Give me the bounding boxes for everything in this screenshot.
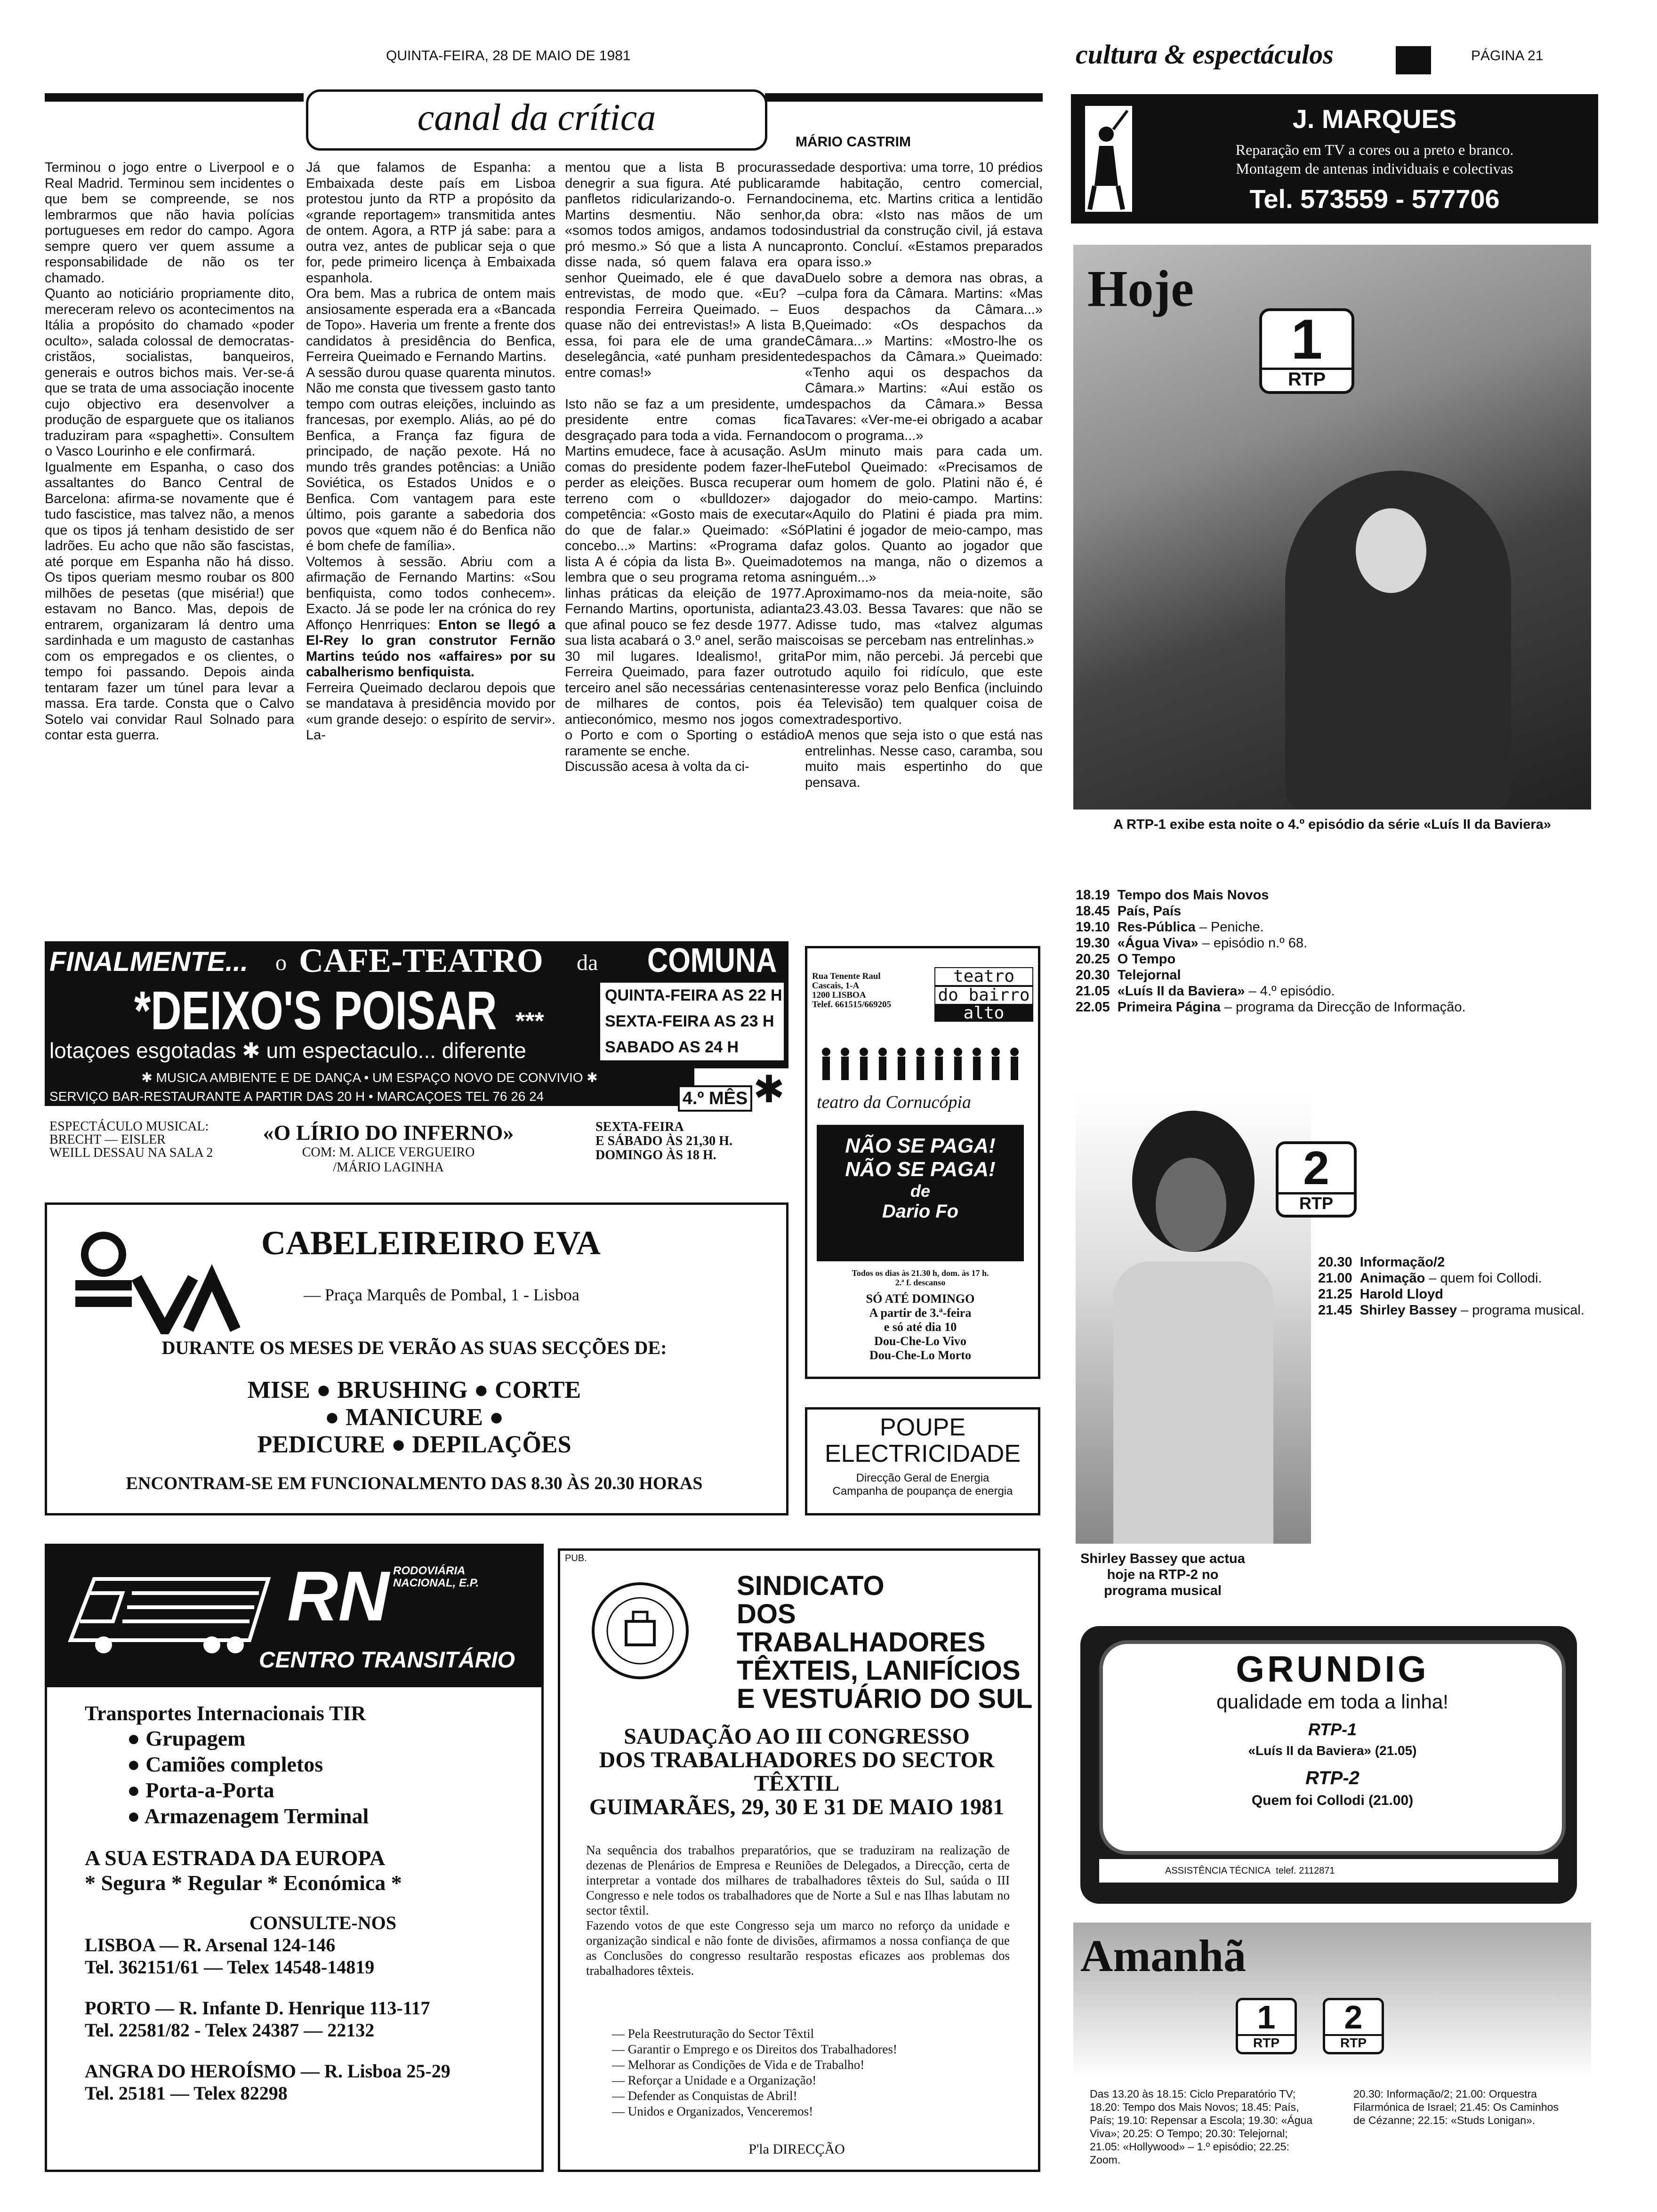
ad-grundig xyxy=(1080,1626,1577,1904)
grundig-rtp2-prog: Quem foi Collodi (21.00) xyxy=(1251,1793,1414,1808)
comuna-com: COM: M. ALICE VERGUEIRO xyxy=(302,1145,475,1160)
article-col-3: mentou que a lista B procurasse denegrir a sua figura. Até publicaram panfletos ridicularizando-o. Fernando Martins desmentiu. Não senhor, «somos todos amigos, andamos todos pró mesmo.» Só que a lista A nunca disse nada, só quem falava era o senhor Queimado, ele é que dava entrevistas, de modo que. «Eu? – respondia Ferreira Queimado. – Eu quase não dei entrevistas!» A lista B, essa, foi para ele de uma grande deselegância, «até punham presidente entre comas!» Isto não se faz a um presidente, um presidente entre comas fica desgraçado para toda a vida. Fernando Martins emudece, face à acusação. As comas do presidente podem fazer-lhe perder as eleições. Busca recuperar o terreno com o «bulldozer» da competência: «Gosto mais de executar do que de falar.» Queimado: «Só concebo...» Martins: «Programa da lista A é cópia da lista B». Queimado lembra que o seu programa retoma as linhas práticas da eleição de 1977. Fernando Martins, oportunista, adianta que afinal pouco se fez desde 1977. A sua lista acabará o 3.º anel, serão mais 30 mil lugares. Idealismo!, grita Ferreira Queimado, para fazer outro terceiro anel são necessárias centenas de milhares de contos, pois é antieconómico, mesmo nos jogos com o Porto e com o Sporting o estádio raramente se enche. Discussão acesa à volta da ci- xyxy=(565,160,805,774)
bairro-play-box xyxy=(817,1125,1024,1261)
bairro-logo-2: do bairro xyxy=(934,986,1033,1005)
article-col-2-bold: Enton se llegó a El-Rey lo gran construtor Fernão Martins teúdo nos «affaires» por su cabalherismo benfiquista. xyxy=(306,617,555,680)
comuna-lirio-block xyxy=(242,1120,534,1175)
grundig-brand: GRUNDIG xyxy=(1236,1648,1429,1690)
rn-porto-2: Tel. 22581/82 - Telex 24387 — 22132 xyxy=(85,2020,375,2041)
schedule-row: 20.30 Informação/2 xyxy=(1318,1255,1445,1270)
eva-services xyxy=(47,1377,781,1459)
bairro-so-5: Dou-Che-Lo Morto xyxy=(869,1348,971,1362)
sind-saudacao-3: TÊXTIL xyxy=(754,1771,840,1796)
comuna-schedule-box xyxy=(600,983,784,1060)
header-date: QUINTA-FEIRA, 28 DE MAIO DE 1981 xyxy=(386,48,631,64)
comuna-musical-1: ESPECTÁCULO MUSICAL: xyxy=(49,1119,209,1134)
grundig-rtp2: RTP-2 xyxy=(1305,1768,1359,1788)
grundig-assist: ASSISTÊNCIA TÉCNICA xyxy=(1165,1866,1271,1876)
section-badge xyxy=(1396,46,1431,74)
article-col-2-b: Ferreira Queimado declarou depois que se mandatava à presidência movido por «um grande desejo: o espírito de servir». La- xyxy=(306,680,555,743)
article-col-4: dade desportiva: uma torre, 10 prédios de habitação, centro comercial, cinema, etc. Martins critica a lentidão da obra: «Isto nas mãos de um industrial da construção civil, já estava pronto. Concluí. «Estamos preparados para isso.» Duelo sobre a demora nas obras, a culpa fora da Câmara. Martins: «Mas os despachos da Câmara...» Queimado: «Os despachos da Câmara...» Martins: «Mostro-lhe os despachos da Câmara.» Queimado: «Tenho aqui os despachos da Câmara.» Martins: «Aui estão os despachos da Câmara.» Bessa Tavares: «Ver-me-ei obrigado a acabar com o programa...» Um minuto mais para cada um. Futebol Queimado: «Precisamos de um homem de golo. Platini não é, é jogador do meio-campo. Martins: «Aquilo do Platini é piada pra mim. Platini é jogador de meio-campo, mas faz golos. Quanto ao jogador que temos na manga, não o dizemos a ninguém...» Aproximamo-nos da meia-noite, são 23.43.03. Bessa Tavares: que não se disse tudo, mas «talvez algumas coisas se percebam nas entrelinhas.» Por mim, não percebi. Já percebi que tudo aquilo foi ridículo, que este interesse voraz pelo Benfica (incluindo a Televisão) tem qualquer coisa de extradesportivo. A menos que seja isto o que está nas entrelinhas. Nesse caso, caramba, sou muito mais espertinho do que pensava. xyxy=(805,160,1043,790)
eva-logo-icon xyxy=(66,1226,240,1334)
schedule-row: 21.45 Shirley Bassey – programa musical. xyxy=(1318,1303,1585,1318)
sind-title-5: E VESTUÁRIO DO SUL xyxy=(737,1683,1033,1714)
schedule-row: 20.25 O Tempo xyxy=(1076,952,1176,967)
comuna-sexta2: E SÁBADO ÀS 21,30 H. xyxy=(595,1134,732,1148)
sind-slogan: — Defender as Conquistas de Abril! xyxy=(612,2089,797,2103)
bairro-so-2: A partir de 3.ª-feira xyxy=(869,1306,972,1320)
rtp2-caption: Shirley Bassey que actua hoje na RTP-2 no programa musical xyxy=(1080,1551,1245,1598)
rn-item: ● Grupagem xyxy=(127,1726,246,1750)
grundig-rtp1-prog: «Luís II da Baviera» (21.05) xyxy=(1248,1743,1417,1758)
rn-centro: CENTRO TRANSITÁRIO xyxy=(259,1648,515,1673)
comuna-mes: 4.º MÊS xyxy=(678,1085,752,1112)
marques-line-2: Montagem de antenas individuais e colectivas xyxy=(1236,160,1513,177)
rn-lisboa-1: LISBOA — R. Arsenal 124-146 xyxy=(85,1934,336,1956)
ad-marques xyxy=(1071,94,1598,224)
comuna-title-stars: *** xyxy=(515,1008,544,1035)
comuna-sex: SEXTA-FEIRA AS 23 H xyxy=(605,1012,774,1030)
bairro-addr-4: Telef. 661515/669205 xyxy=(812,1000,892,1010)
sind-slogan: — Garantir o Emprego e os Direitos dos Trabalhadores! xyxy=(612,2042,897,2056)
photo-face xyxy=(1156,1158,1226,1252)
schedule-row: 22.05 Primeira Página – programa da Direcção de Informação. xyxy=(1076,1000,1466,1015)
amanha-rtp2-number: 2 xyxy=(1344,1999,1363,2036)
schedule-row: 20.30 Telejornal xyxy=(1076,968,1181,983)
sind-title-4: TÊXTEIS, LANIFÍCIOS xyxy=(737,1655,1021,1686)
bairro-play-2: NÃO SE PAGA! xyxy=(845,1158,996,1181)
grundig-slogan: qualidade em toda a linha! xyxy=(1216,1691,1448,1713)
sind-body: Na sequência dos trabalhos preparatórios, que se traduziram na realização de dezenas de Plenários de Empresa e Reuniões de Delegados, a Direcção, certa de interpretar a vontade dos milhares de trabalhadores têxteis do Sul, saúda o III Congresso e nele todos os trabalhadores que de Norte a Sul e nas Ilhas labutam no sector têxtil. Fazendo votos de que este Congresso seja um marco no reforço da unidade e organização sindical e não fonte de divisões, afirmamos a nossa confiança de que as Conclusões do congresso resultarão respostas eficazes aos problemas dos trabalhadores têxteis. xyxy=(586,1843,1010,1978)
grundig-rtp1: RTP-1 xyxy=(1308,1720,1357,1739)
comuna-lotacoes: lotaçoes esgotadas ✱ um espectaculo... diferente xyxy=(49,1038,526,1063)
schedule-row: 19.10 Res-Pública – Peniche. xyxy=(1076,920,1264,935)
schedule-row: 18.45 País, País xyxy=(1076,904,1182,919)
schedule-row: 21.00 Animação – quem foi Collodi. xyxy=(1318,1271,1542,1286)
article-col-2-a: Já que falamos de Espanha: a Embaixada deste país em Lisboa protestou junto da RTP a propósito da «grande reportagem» transmitida antes de ontem. Agora, a RTP já sabe: para a outra vez, antes de publicar seja o que for, pede primeiro licença à Embaixada espanhola. Ora bem. Mas a rubrica de ontem mais ansiosamente esperada era a «Bancada de Topo». Haveria um frente a frente dos candidatos à presidência do Benfica, Ferreira Queimado e Fernando Martins. A sessão durou quase quarenta minutos. Não me consta que tivessem gasto tanto tempo com outras eleições, incluindo as francesas, por exemplo. Aliás, ao pé do Benfica, a França faz figura de principado, de nação pexote. Há no mundo três grandes potências: a União Soviética, os Estados Unidos e o Benfica. Com vantagem para este último, pois garante a sabedoria dos povos que «quem não é do Benfica não é bom chefe de família». Voltemos à sessão. Abriu com a afirmação de Fernando Martins: «Sou benfiquista, como todos conhecem». Exacto. Já se pode ler na crónica do rey Affonço Henrriques: xyxy=(306,160,555,633)
article-col-1: Terminou o jogo entre o Liverpool e o Real Madrid. Terminou sem incidentes o que bem se compreende, se nos lembrarmos que não havia polícias portugueses em redor do campo. Agora sempre quero ver quem assume a responsabilidade de não os ter chamado. Quanto ao noticiário propriamente dito, mereceram relevo os acontecimentos na Itália a propósito do chamado «poder oculto», salada colossal de democratas-cristãos, socialistas, banqueiros, generais e outros bichos mais. Ver-se-á que se trata de uma associação inocente cujo objectivo era desenvolver a produção de esparguete que os italianos traduziram para «spaghetti». Consultem o Vasco Lourinho e ele confirmará. Igualmente em Espanha, o caso dos assaltantes do Banco Central de Barcelona: afirma-se novamente que é tudo fascistice, mas talvez não, a menos que os tipos já tenham desistido de ser ladrões. Eu acho que não são fascistas, até porque em Espanha não há disso. Os tipos queriam mesmo roubar os 800 milhões de pesetas (que miséria!) que estavam no Banco. Mas, depois de entrarem, organizaram lá dentro uma sardinhada e um magusto de castanhas com os empregados e os clientes, o tempo foi passando. Depois ainda tentaram fazer um túnel para levar a massa. Era tarde. Consta que o Calvo Sotelo vai convidar Raul Solnado para contar esta guerra. xyxy=(45,160,294,743)
rtp1-text: RTP xyxy=(1262,368,1351,389)
bairro-sched-1: Todos os dias às 21.30 h, dom. às 17 h. xyxy=(852,1268,989,1278)
bairro-addr-1: Rua Tenente Raul xyxy=(812,971,881,981)
rtp2-text: RTP xyxy=(1279,1192,1354,1212)
comuna-servico: SERVIÇO BAR-RESTAURANTE A PARTIR DAS 20 H • MARCAÇOES TEL 76 26 24 xyxy=(45,1087,680,1106)
sind-slogan: — Pela Reestruturação do Sector Têxtil xyxy=(612,2027,814,2041)
kicker-title: canal da crítica xyxy=(417,97,656,138)
page-header xyxy=(0,39,1657,75)
bairro-sched-2: 2.ª f. descanso xyxy=(895,1278,946,1287)
sind-title xyxy=(737,1572,1032,1713)
comuna-qui: QUINTA-FEIRA AS 22 H xyxy=(605,986,782,1004)
ad-poupe xyxy=(805,1407,1040,1515)
comuna-o: o xyxy=(275,950,287,975)
comuna-name: COMUNA xyxy=(647,942,777,979)
sind-slogan: — Melhorar as Condições de Vida e de Trabalho! xyxy=(612,2058,865,2072)
star-icon: ✱ xyxy=(753,1068,785,1110)
rn-header xyxy=(47,1546,541,1687)
rtp2-number: 2 xyxy=(1303,1142,1329,1194)
comuna-sexta-block xyxy=(595,1120,732,1162)
schedule-row: 18.19 Tempo dos Mais Novos xyxy=(1076,888,1269,903)
comuna-top-band xyxy=(45,941,788,1068)
amanha-rtp1: Das 13.20 às 18.15: Ciclo Preparatório TV; 18.20: Tempo dos Mais Novos; 18.45: País, País; 19.10: Repensar a Escola; 19.30: «Água Viva»; 20.25: O Tempo; 20.30: Telejornal; 21.05: «Hollywood» – 1.º episódio; 22.25: Zoom. xyxy=(1090,2088,1313,2166)
sind-sign: P'la DIRECÇÃO xyxy=(748,2141,845,2157)
rn-angra-2: Tel. 25181 — Telex 82298 xyxy=(85,2083,288,2104)
bairro-play-4: Dario Fo xyxy=(882,1201,959,1222)
article-author: MÁRIO CASTRIM xyxy=(796,134,911,150)
rn-company xyxy=(393,1565,479,1589)
rn-company-2: NACIONAL, E.P. xyxy=(393,1577,479,1589)
bairro-schedule xyxy=(812,1268,1029,1287)
rn-lisboa-2: Tel. 362151/61 — Telex 14548-14819 xyxy=(85,1956,375,1978)
poupe-3: Direcção Geral de Energia xyxy=(856,1472,989,1484)
bairro-addr-2: Cascais, 1-A xyxy=(812,981,860,991)
bairro-address xyxy=(812,972,891,1010)
poupe-4: Campanha de poupança de energia xyxy=(832,1485,1013,1498)
ad-sindicato xyxy=(558,1548,1040,2172)
comuna-musical-2: BRECHT — EISLER xyxy=(49,1132,166,1147)
rtp2-schedule xyxy=(1318,1254,1596,1318)
rn-consulte: CONSULTE-NOS xyxy=(249,1912,396,1933)
comuna-musical-3: WEILL DESSAU NA SALA 2 xyxy=(49,1146,213,1160)
grundig-assist-bar xyxy=(1099,1859,1558,1883)
amanha-rtp2: 20.30: Informação/2; 21.00: Orquestra Filarmónica de Israel; 21.45: Os Caminhos de Cézanne; 22.15: «Studs Lonigan». xyxy=(1353,2088,1559,2126)
comuna-sexta3: DOMINGO ÀS 18 H. xyxy=(595,1148,716,1162)
marques-title: J. MARQUES xyxy=(1292,104,1457,134)
amanha-rtp1-number: 1 xyxy=(1257,1999,1276,2036)
bairro-so-1: SÓ ATÉ DOMINGO xyxy=(866,1292,975,1306)
amanha-label: Amanhã xyxy=(1080,1931,1247,1981)
poupe-1: POUPE xyxy=(879,1414,966,1441)
amanha-rtp1-logo xyxy=(1236,1998,1297,2054)
amanha-rtp2-logo xyxy=(1323,1998,1384,2054)
truck-icon xyxy=(61,1565,278,1654)
rn-seg: * Segura * Regular * Económica * xyxy=(85,1871,402,1895)
comuna-musica: ✱ MUSICA AMBIENTE E DE DANÇA • UM ESPAÇO NOVO DE CONVIVIO ✱ xyxy=(45,1068,694,1087)
sind-saudacao-1: SAUDAÇÃO AO III CONGRESSO xyxy=(624,1724,970,1749)
rn-porto-1: PORTO — R. Infante D. Henrique 113-117 xyxy=(85,1997,430,2019)
page-number: PÁGINA 21 xyxy=(1471,48,1544,64)
cornucopia: teatro da Cornucópia xyxy=(817,1092,971,1112)
bairro-addr-3: 1200 LISBOA xyxy=(812,990,866,1000)
rn-logo: RN xyxy=(287,1556,389,1635)
eva-name: CABELEIREIRO EVA xyxy=(261,1224,601,1262)
comuna-lirio: «O LÍRIO DO INFERNO» xyxy=(263,1121,514,1145)
ad-eva xyxy=(45,1202,788,1515)
rtp1-caption: A RTP-1 exibe esta noite o 4.º episódio da série «Luís II da Baviera» xyxy=(1113,817,1551,832)
rn-company-1: RODOVIÁRIA xyxy=(393,1564,466,1577)
comuna-sab: SABADO AS 24 H xyxy=(605,1038,739,1056)
rtp1-logo xyxy=(1259,308,1354,394)
bairro-so-3: e só até dia 10 xyxy=(884,1320,957,1334)
eva-services-3: PEDICURE ● DEPILAÇÕES xyxy=(257,1431,571,1458)
ad-comuna xyxy=(45,941,788,1175)
rn-item: ● Armazenagem Terminal xyxy=(127,1804,369,1828)
bairro-logo xyxy=(934,967,1033,1022)
grundig-screen xyxy=(1099,1640,1566,1855)
rn-tir: Transportes Internacionais TIR xyxy=(85,1702,366,1725)
sind-slogan: — Unidos e Organizados, Venceremos! xyxy=(612,2104,813,2118)
sind-saudacao-4: GUIMARÃES, 29, 30 E 31 DE MAIO 1981 xyxy=(589,1795,1005,1819)
hoje-label: Hoje xyxy=(1087,260,1194,317)
rn-angra-1: ANGRA DO HEROÍSMO — R. Lisboa 25-29 xyxy=(85,2060,450,2082)
sind-title-3: TRABALHADORES xyxy=(737,1627,986,1658)
bairro-play-1: NÃO SE PAGA! xyxy=(845,1134,996,1157)
poupe-2: ELECTRICIDADE xyxy=(824,1440,1021,1467)
sind-saudacao xyxy=(560,1725,1033,1819)
sind-slogan: — Reforçar a Unidade e a Organização! xyxy=(612,2073,817,2087)
bairro-logo-3: alto xyxy=(934,1005,1033,1022)
marques-line-1: Reparação em TV a cores ou a preto e branco. xyxy=(1235,141,1514,158)
sindicato-seal-icon xyxy=(588,1579,692,1683)
comuna-finalmente: FINALMENTE... xyxy=(49,946,249,977)
sind-pub: PUB. xyxy=(565,1553,587,1563)
bairro-so-4: Dou-Che-Lo Vivo xyxy=(874,1334,966,1348)
eva-summer: DURANTE OS MESES DE VERÃO AS SUAS SECÇÕES DE: xyxy=(161,1337,667,1358)
eva-hours: ENCONTRAM-SE EM FUNCIONALMENTO DAS 8.30 ÀS 20.30 HORAS xyxy=(126,1474,703,1493)
rn-item: ● Camiões completos xyxy=(127,1752,323,1776)
photo-body xyxy=(1113,1261,1273,1544)
crowd-icon xyxy=(817,1042,1024,1085)
ad-bairro-alto xyxy=(805,946,1040,1379)
rn-body xyxy=(85,1701,523,2104)
comuna-da: da xyxy=(577,950,598,975)
comuna-title: *DEIXO'S POISAR xyxy=(134,980,497,1041)
amanha-rtp1-text: RTP xyxy=(1238,2034,1295,2050)
antenna-man-icon xyxy=(1080,101,1137,216)
sind-title-2: DOS xyxy=(737,1599,796,1629)
rtp2-logo xyxy=(1276,1141,1357,1218)
ad-rn xyxy=(45,1544,544,2172)
eva-services-1: MISE ● BRUSHING ● CORTE xyxy=(247,1377,581,1403)
rtp1-photo xyxy=(1073,245,1591,809)
schedule-row: 21.05 «Luís II da Baviera» – 4.º episódio. xyxy=(1076,984,1335,999)
bairro-so xyxy=(812,1292,1029,1362)
kicker-box xyxy=(306,89,767,151)
schedule-row: 21.25 Harold Lloyd xyxy=(1318,1287,1443,1302)
grundig-assist-tel: telef. 2112871 xyxy=(1276,1866,1335,1876)
article-top-rule xyxy=(45,93,304,102)
comuna-sexta: SEXTA-FEIRA xyxy=(595,1120,684,1134)
eva-services-2: ● MANICURE ● xyxy=(324,1404,504,1431)
section-title: cultura & espectáculos xyxy=(1076,39,1334,70)
photo-face xyxy=(1356,508,1426,593)
comuna-musical xyxy=(49,1120,213,1160)
comuna-com2: /MÁRIO LAGINHA xyxy=(333,1160,444,1175)
bairro-logo-1: teatro xyxy=(934,967,1033,986)
sind-title-1: SINDICATO xyxy=(737,1571,885,1601)
article-top-rule-right xyxy=(765,93,1043,102)
sind-slogans xyxy=(612,2026,897,2119)
marques-tel: Tel. 573559 - 577706 xyxy=(1249,184,1500,214)
amanha-rtp2-text: RTP xyxy=(1325,2034,1382,2050)
rn-item: ● Porta-a-Porta xyxy=(127,1778,274,1802)
rn-estrada: A SUA ESTRADA DA EUROPA xyxy=(85,1846,386,1870)
bairro-play-3: de xyxy=(910,1181,930,1201)
article-col-2 xyxy=(306,160,555,922)
comuna-cafe: CAFE-TEATRO xyxy=(299,942,543,979)
sind-saudacao-2: DOS TRABALHADORES DO SECTOR xyxy=(599,1747,995,1772)
rtp1-schedule xyxy=(1076,887,1598,1015)
eva-address: — Praça Marquês de Pombal, 1 - Lisboa xyxy=(304,1285,579,1304)
rtp1-number: 1 xyxy=(1291,308,1323,371)
schedule-row: 19.30 «Água Viva» – episódio n.º 68. xyxy=(1076,936,1308,951)
